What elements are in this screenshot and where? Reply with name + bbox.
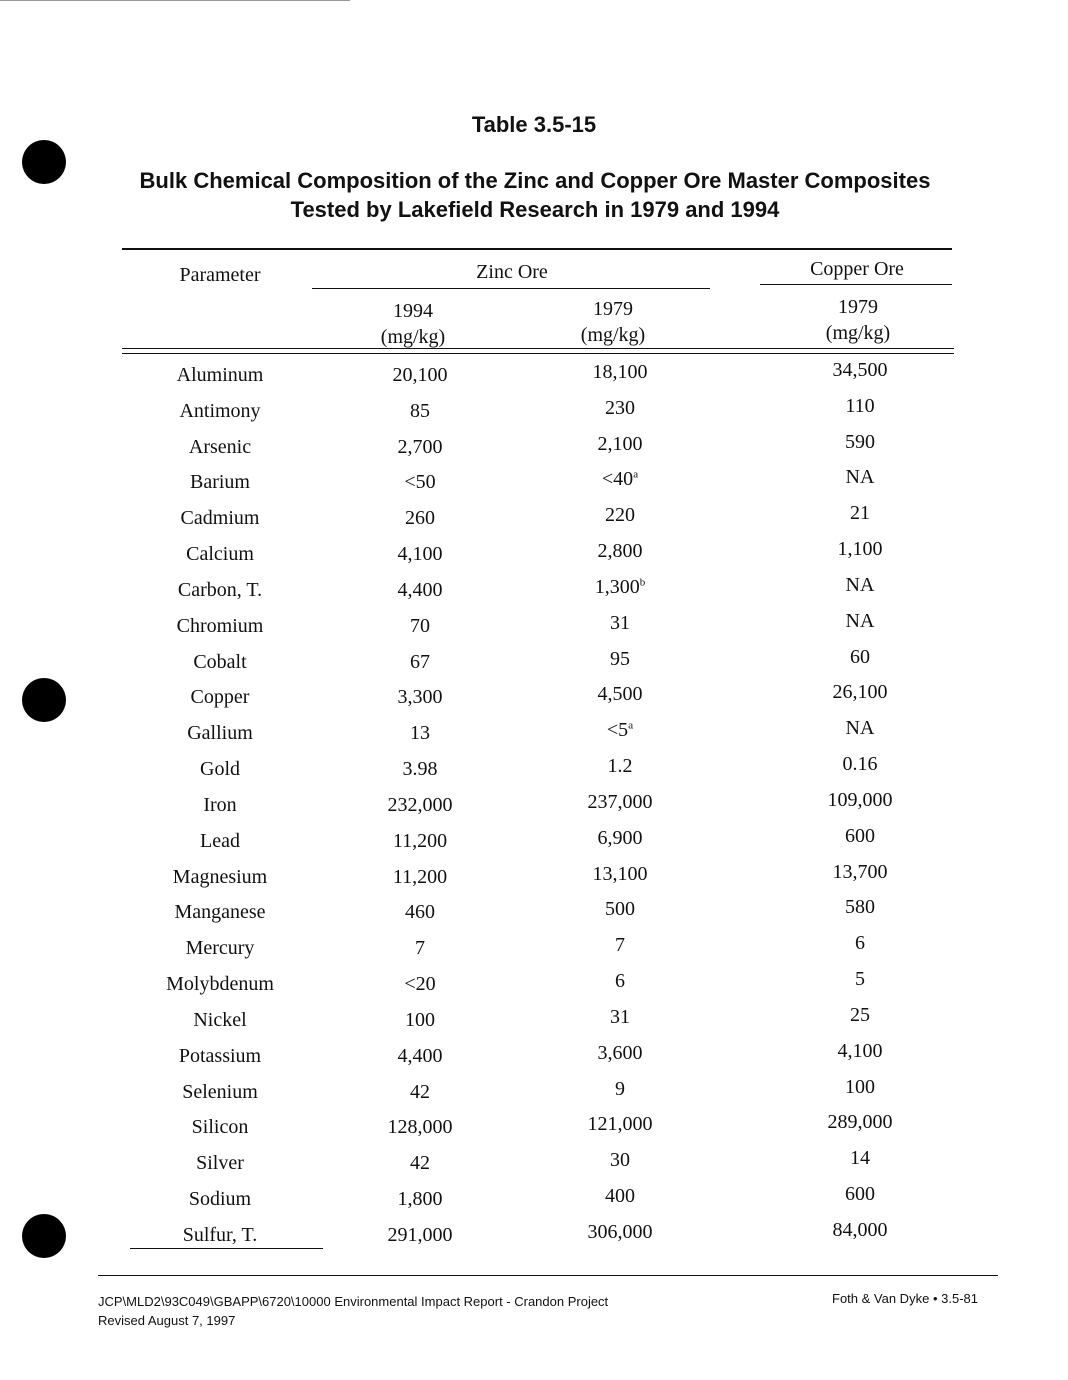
cell-zinc-1994	[360, 436, 480, 459]
binder-hole-middle	[22, 678, 66, 722]
cell-copper-1979	[800, 1111, 920, 1134]
cell-parameter-value: Chromium	[176, 614, 264, 637]
cell-copper-1979	[800, 646, 920, 669]
cell-copper-1979-value: 109,000	[827, 788, 893, 811]
cell-zinc-1994	[360, 1152, 480, 1175]
cell-parameter-value: Potassium	[178, 1044, 262, 1067]
cell-zinc-1994	[360, 579, 480, 602]
cell-copper-1979	[800, 1219, 920, 1242]
cell-zinc-1979	[560, 863, 680, 886]
table-title-line-2: Tested by Lakefield Research in 1979 and 1994	[290, 197, 780, 222]
cell-parameter	[120, 1009, 320, 1032]
cell-parameter	[120, 866, 320, 889]
cell-copper-1979	[800, 538, 920, 561]
cell-parameter	[120, 686, 320, 709]
copper-ore-underline	[760, 284, 952, 285]
cell-copper-1979-value: 1,100	[837, 538, 883, 561]
cell-copper-1979-value: 600	[845, 1183, 875, 1206]
cell-parameter	[120, 543, 320, 566]
cell-copper-1979-value: 580	[845, 896, 875, 919]
cell-parameter	[120, 471, 320, 494]
cell-zinc-1979	[560, 397, 680, 420]
header-double-rule-top	[122, 348, 954, 349]
cell-zinc-1994-value: 42	[410, 1080, 430, 1103]
scan-top-edge-line	[0, 0, 350, 1]
cell-copper-1979-value: 6	[855, 932, 865, 955]
cell-zinc-1994-value: 42	[410, 1152, 430, 1175]
cell-zinc-1994	[360, 1045, 480, 1068]
cell-parameter	[120, 758, 320, 781]
cell-zinc-1979-value: 4,500	[597, 683, 643, 706]
header-zinc-ore: Zinc Ore	[476, 261, 548, 283]
cell-parameter	[120, 901, 320, 924]
cell-zinc-1979	[560, 719, 680, 742]
cell-zinc-1994	[360, 866, 480, 889]
cell-zinc-1994	[360, 973, 480, 996]
cell-copper-1979-value: 60	[850, 645, 870, 668]
cell-parameter-value: Cadmium	[180, 507, 260, 530]
cell-copper-1979	[800, 717, 920, 740]
cell-zinc-1979-value: <5	[606, 719, 629, 742]
cell-zinc-1979-value: 6,900	[597, 826, 643, 849]
footer-revised: Revised August 7, 1997	[98, 1313, 236, 1328]
header-zinc-1994	[353, 298, 473, 350]
cell-zinc-1979-value: 6	[615, 970, 625, 993]
cell-copper-1979	[800, 431, 920, 454]
cell-copper-1979-value: 84,000	[832, 1218, 888, 1241]
cell-zinc-1979-value: 237,000	[587, 790, 653, 813]
cell-parameter	[120, 651, 320, 674]
cell-zinc-1979	[560, 827, 680, 850]
cell-copper-1979-value: 590	[845, 430, 875, 453]
cell-zinc-1979	[560, 361, 680, 384]
cell-parameter-value: Silver	[196, 1152, 244, 1175]
cell-zinc-1994-value: 460	[405, 901, 435, 924]
cell-copper-1979-value: 26,100	[832, 681, 888, 704]
header-zinc-1979	[553, 296, 673, 348]
cell-zinc-1994-value: 2,700	[397, 435, 443, 458]
footer-left	[98, 1292, 608, 1330]
cell-zinc-1994	[360, 1224, 480, 1247]
cell-zinc-1979-value: 121,000	[587, 1113, 653, 1136]
cell-copper-1979-value: 289,000	[827, 1111, 893, 1134]
cell-zinc-1994	[360, 1116, 480, 1139]
cell-zinc-1994	[360, 400, 480, 423]
cell-zinc-1979-footnote: b	[639, 576, 646, 589]
cell-zinc-1994-value: 7	[415, 937, 425, 960]
header-copper-ore: Copper Ore	[810, 258, 904, 280]
cell-zinc-1979	[560, 1113, 680, 1136]
cell-zinc-1979-value: 1,300	[594, 575, 640, 598]
cell-zinc-1994	[360, 651, 480, 674]
cell-zinc-1994-value: 128,000	[387, 1116, 453, 1139]
cell-copper-1979-value: 34,500	[832, 359, 888, 381]
cell-copper-1979	[800, 861, 920, 884]
header-zinc-1994-year: 1994	[393, 300, 433, 322]
cell-zinc-1979-value: 220	[605, 504, 635, 527]
cell-zinc-1994	[360, 686, 480, 709]
cell-zinc-1979-value: 2,800	[597, 540, 643, 563]
cell-copper-1979-value: NA	[845, 573, 875, 596]
cell-zinc-1994	[360, 364, 480, 387]
cell-zinc-1979-value: 13,100	[592, 862, 648, 885]
cell-copper-1979	[800, 574, 920, 597]
cell-parameter	[120, 1188, 320, 1211]
table-end-rule	[130, 1248, 323, 1249]
cell-zinc-1994-value: 4,400	[397, 578, 443, 601]
header-zinc-1979-year: 1979	[593, 298, 633, 320]
cell-zinc-1994-value: <20	[404, 973, 436, 996]
cell-zinc-1979	[560, 1221, 680, 1244]
cell-zinc-1994	[360, 794, 480, 817]
cell-copper-1979-value: 0.16	[842, 753, 878, 776]
cell-copper-1979	[800, 1183, 920, 1206]
cell-zinc-1994-value: 3,300	[397, 686, 443, 709]
cell-parameter-value: Calcium	[186, 543, 254, 566]
cell-zinc-1994	[360, 1081, 480, 1104]
cell-copper-1979-value: 100	[845, 1075, 875, 1098]
cell-zinc-1994	[360, 615, 480, 638]
cell-parameter-value: Gallium	[187, 722, 253, 745]
cell-zinc-1979-value: 31	[610, 1005, 630, 1028]
cell-copper-1979	[800, 466, 920, 489]
cell-zinc-1979-value: 400	[605, 1185, 635, 1208]
cell-zinc-1994-value: 100	[405, 1008, 435, 1031]
cell-zinc-1979-value: 3,600	[597, 1041, 643, 1064]
cell-parameter-value: Sodium	[188, 1188, 252, 1211]
cell-copper-1979	[800, 789, 920, 812]
cell-parameter	[120, 615, 320, 638]
cell-zinc-1994	[360, 1009, 480, 1032]
cell-zinc-1979-footnote: a	[628, 719, 634, 732]
cell-zinc-1979-value: <40	[601, 468, 634, 491]
cell-parameter-value: Sulfur, T.	[182, 1223, 258, 1246]
footer-page: 3.5-81	[941, 1291, 978, 1306]
cell-parameter-value: Nickel	[193, 1008, 247, 1031]
cell-zinc-1979-value: 230	[605, 396, 635, 419]
cell-copper-1979-value: 25	[850, 1003, 870, 1026]
cell-zinc-1994-value: 85	[410, 399, 430, 422]
cell-zinc-1979-value: 95	[610, 647, 630, 670]
cell-copper-1979	[800, 825, 920, 848]
cell-copper-1979	[800, 610, 920, 633]
cell-zinc-1994	[360, 830, 480, 853]
cell-zinc-1979	[560, 648, 680, 671]
cell-copper-1979	[800, 753, 920, 776]
cell-zinc-1979	[560, 540, 680, 563]
cell-zinc-1979-value: 18,100	[592, 361, 648, 383]
cell-zinc-1979	[560, 755, 680, 778]
cell-parameter-value: Aluminum	[176, 364, 264, 386]
cell-zinc-1994-value: 1,800	[397, 1188, 443, 1211]
cell-parameter-value: Cobalt	[193, 650, 247, 673]
cell-copper-1979	[800, 502, 920, 525]
cell-zinc-1994-value: <50	[404, 471, 436, 494]
cell-zinc-1979	[560, 433, 680, 456]
cell-parameter-value: Gold	[200, 758, 240, 781]
cell-zinc-1994	[360, 1188, 480, 1211]
cell-parameter	[120, 364, 320, 387]
cell-zinc-1979-value: 500	[605, 898, 635, 921]
cell-zinc-1994	[360, 507, 480, 530]
cell-parameter-value: Mercury	[185, 937, 255, 960]
cell-copper-1979-value: NA	[845, 466, 875, 489]
cell-parameter-value: Barium	[190, 471, 250, 494]
cell-zinc-1979-value: 1.2	[607, 755, 633, 778]
table-title	[100, 166, 970, 224]
cell-zinc-1994-value: 13	[410, 722, 430, 745]
cell-copper-1979	[800, 395, 920, 418]
cell-zinc-1979	[560, 504, 680, 527]
binder-hole-top	[22, 140, 66, 184]
cell-zinc-1994-value: 67	[410, 650, 430, 673]
cell-copper-1979-value: NA	[845, 717, 875, 740]
table-top-rule	[122, 248, 952, 250]
cell-zinc-1994-value: 4,100	[397, 543, 443, 566]
cell-zinc-1979-value: 31	[610, 611, 630, 634]
cell-zinc-1979	[560, 1149, 680, 1172]
cell-parameter	[120, 1152, 320, 1175]
table-row	[120, 1218, 960, 1260]
cell-copper-1979	[800, 1004, 920, 1027]
cell-parameter-value: Antimony	[179, 399, 261, 422]
cell-copper-1979-value: 5	[855, 968, 865, 991]
cell-parameter	[120, 400, 320, 423]
cell-copper-1979-value: 110	[845, 394, 875, 417]
footer-report: Environmental Impact Report - Crandon Project	[334, 1294, 609, 1309]
header-copper-1979-unit: (mg/kg)	[825, 322, 891, 344]
cell-zinc-1994-value: 20,100	[392, 364, 448, 386]
cell-zinc-1979	[560, 934, 680, 957]
cell-zinc-1994	[360, 758, 480, 781]
cell-parameter	[120, 722, 320, 745]
cell-zinc-1994-value: 11,200	[392, 829, 448, 852]
cell-parameter-value: Copper	[190, 686, 250, 709]
cell-zinc-1994	[360, 937, 480, 960]
cell-zinc-1979	[560, 1078, 680, 1101]
cell-copper-1979	[800, 359, 920, 382]
footer-firm: Foth & Van Dyke	[832, 1291, 930, 1306]
header-copper-1979-year: 1979	[838, 296, 878, 318]
binder-hole-bottom	[22, 1214, 66, 1258]
cell-zinc-1979	[560, 1042, 680, 1065]
zinc-ore-underline	[312, 288, 710, 289]
cell-parameter	[120, 579, 320, 602]
cell-zinc-1994-value: 291,000	[387, 1223, 453, 1246]
cell-copper-1979-value: 4,100	[837, 1039, 883, 1062]
cell-zinc-1994-value: 11,200	[392, 865, 448, 888]
cell-copper-1979-value: NA	[845, 609, 875, 632]
header-copper-1979	[798, 294, 918, 346]
cell-parameter	[120, 794, 320, 817]
cell-zinc-1979	[560, 576, 680, 599]
cell-zinc-1979-footnote: a	[633, 468, 639, 481]
header-zinc-1994-unit: (mg/kg)	[380, 326, 446, 348]
footer-bullet: •	[932, 1291, 938, 1306]
cell-zinc-1994	[360, 543, 480, 566]
cell-zinc-1994-value: 3.98	[402, 758, 438, 781]
cell-zinc-1979	[560, 898, 680, 921]
footer-path: JCP\MLD2\93C049\GBAPP\6720\10000	[98, 1294, 331, 1309]
cell-parameter-value: Lead	[200, 829, 240, 852]
cell-zinc-1979-value: 306,000	[587, 1220, 653, 1243]
cell-zinc-1979	[560, 791, 680, 814]
cell-copper-1979-value: 600	[845, 824, 875, 847]
cell-zinc-1994-value: 232,000	[387, 793, 453, 816]
cell-parameter	[120, 973, 320, 996]
header-parameter: Parameter	[179, 264, 261, 286]
cell-parameter-value: Manganese	[174, 901, 266, 924]
table-number: Table 3.5-15	[471, 112, 597, 137]
cell-zinc-1979	[560, 1006, 680, 1029]
cell-parameter	[120, 436, 320, 459]
cell-zinc-1979	[560, 468, 680, 491]
cell-copper-1979	[800, 896, 920, 919]
cell-parameter	[120, 1045, 320, 1068]
cell-parameter	[120, 937, 320, 960]
cell-copper-1979	[800, 1147, 920, 1170]
cell-zinc-1994	[360, 722, 480, 745]
cell-parameter-value: Magnesium	[172, 865, 268, 888]
cell-zinc-1979	[560, 683, 680, 706]
cell-copper-1979	[800, 1076, 920, 1099]
cell-copper-1979	[800, 681, 920, 704]
cell-parameter-value: Carbon, T.	[177, 578, 263, 601]
cell-copper-1979-value: 13,700	[832, 860, 888, 883]
cell-copper-1979	[800, 1040, 920, 1063]
cell-parameter	[120, 830, 320, 853]
cell-parameter	[120, 1081, 320, 1104]
cell-zinc-1994	[360, 901, 480, 924]
cell-parameter-value: Iron	[203, 793, 237, 816]
cell-zinc-1994-value: 260	[405, 507, 435, 530]
footer-right	[832, 1289, 978, 1308]
table-title-line-1: Bulk Chemical Composition of the Zinc and Copper Ore Master Composites	[139, 168, 931, 193]
cell-zinc-1979-value: 30	[610, 1149, 630, 1172]
cell-zinc-1994-value: 4,400	[397, 1044, 443, 1067]
header-double-rule-bottom	[122, 353, 954, 354]
cell-zinc-1979-value: 7	[615, 934, 625, 957]
header-zinc-1979-unit: (mg/kg)	[580, 324, 646, 346]
cell-parameter-value: Selenium	[182, 1080, 258, 1103]
cell-parameter	[120, 1116, 320, 1139]
cell-zinc-1979	[560, 1185, 680, 1208]
cell-parameter-value: Arsenic	[188, 435, 252, 458]
cell-parameter	[120, 507, 320, 530]
cell-parameter	[120, 1224, 320, 1247]
cell-copper-1979-value: 14	[850, 1147, 870, 1170]
cell-copper-1979-value: 21	[850, 502, 870, 525]
cell-zinc-1979-value: 9	[615, 1077, 625, 1100]
cell-parameter-value: Molybdenum	[166, 973, 274, 996]
cell-copper-1979	[800, 932, 920, 955]
cell-zinc-1979	[560, 970, 680, 993]
cell-copper-1979	[800, 968, 920, 991]
cell-zinc-1994-value: 70	[410, 614, 430, 637]
cell-zinc-1994	[360, 471, 480, 494]
cell-zinc-1979-value: 2,100	[597, 432, 643, 455]
cell-zinc-1979	[560, 612, 680, 635]
cell-parameter-value: Silicon	[191, 1116, 249, 1139]
footer-rule	[98, 1275, 998, 1276]
